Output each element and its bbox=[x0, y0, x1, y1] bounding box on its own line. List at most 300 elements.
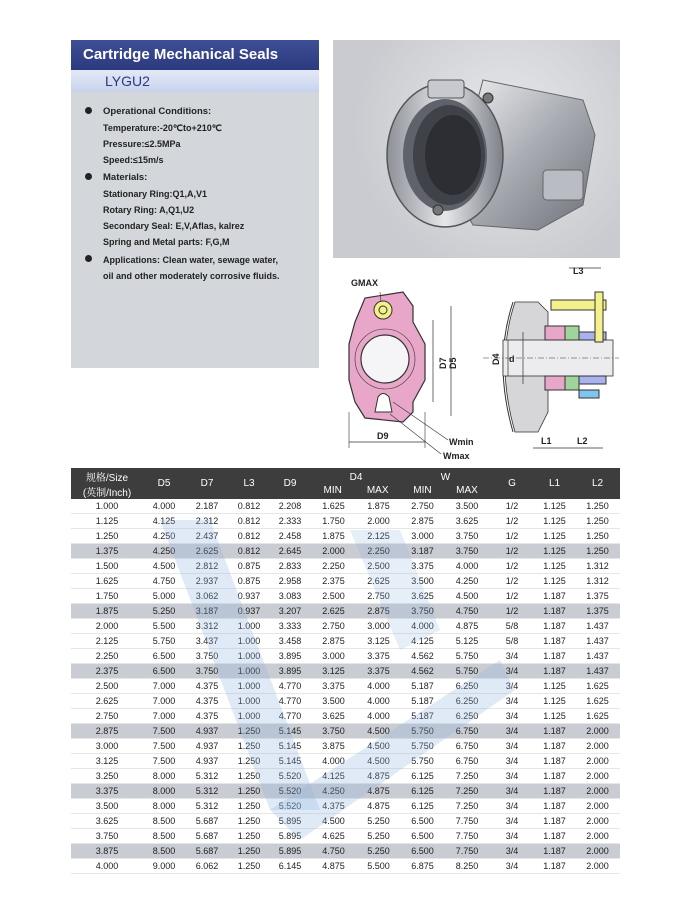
table-cell: 1.187 bbox=[534, 859, 575, 874]
table-cell: 2.125 bbox=[356, 529, 401, 544]
table-cell: 2.312 bbox=[185, 514, 229, 529]
table-cell: 2.437 bbox=[185, 529, 229, 544]
table-cell: 3.125 bbox=[311, 664, 356, 679]
table-cell: 4.375 bbox=[185, 694, 229, 709]
table-row bbox=[71, 724, 620, 739]
table-cell: 1.125 bbox=[534, 529, 575, 544]
table-cell: 1.187 bbox=[534, 739, 575, 754]
table-cell: 2.000 bbox=[575, 814, 620, 829]
table-cell: 1.125 bbox=[534, 709, 575, 724]
table-cell: 2.750 bbox=[401, 499, 444, 514]
table-cell: 4.750 bbox=[444, 604, 490, 619]
table-cell: 1.187 bbox=[534, 814, 575, 829]
table-cell: 1.000 bbox=[229, 664, 269, 679]
table-cell: 9.000 bbox=[143, 859, 185, 874]
table-cell: 4.000 bbox=[356, 679, 401, 694]
dimension-drawing bbox=[333, 262, 620, 468]
seal-section-view bbox=[483, 266, 619, 448]
table-cell: 2.250 bbox=[71, 649, 143, 664]
table-cell: 1.250 bbox=[229, 799, 269, 814]
table-cell: 4.125 bbox=[401, 634, 444, 649]
header-d4-max: MAX bbox=[366, 484, 389, 496]
table-cell: 1.875 bbox=[356, 499, 401, 514]
table-cell: 3/4 bbox=[490, 679, 534, 694]
table-cell: 1.187 bbox=[534, 634, 575, 649]
table-cell: 2.625 bbox=[71, 694, 143, 709]
header-w bbox=[401, 468, 490, 499]
table-cell: 2.000 bbox=[575, 769, 620, 784]
table-cell: 1.250 bbox=[229, 784, 269, 799]
table-cell: 1.625 bbox=[575, 679, 620, 694]
table-cell: 1.375 bbox=[575, 589, 620, 604]
table-cell: 1/2 bbox=[490, 544, 534, 559]
table-cell: 1.625 bbox=[71, 574, 143, 589]
table-cell: 1.187 bbox=[534, 589, 575, 604]
table-cell: 1.750 bbox=[71, 589, 143, 604]
bullet-icon bbox=[85, 173, 92, 180]
table-cell: 3.458 bbox=[269, 634, 311, 649]
table-cell: 4.562 bbox=[401, 664, 444, 679]
table-cell: 3.875 bbox=[311, 739, 356, 754]
table-cell: 5.187 bbox=[401, 694, 444, 709]
table-cell: 4.875 bbox=[356, 769, 401, 784]
table-cell: 4.500 bbox=[311, 814, 356, 829]
table-cell: 3.750 bbox=[311, 724, 356, 739]
table-cell: 2.000 bbox=[575, 724, 620, 739]
table-cell: 4.500 bbox=[356, 754, 401, 769]
table-cell: 0.937 bbox=[229, 589, 269, 604]
table-cell: 7.000 bbox=[143, 694, 185, 709]
table-cell: 5.750 bbox=[444, 664, 490, 679]
table-cell: 3.750 bbox=[71, 829, 143, 844]
operational-conditions-section bbox=[85, 104, 319, 168]
table-cell: 5.125 bbox=[444, 634, 490, 649]
table-row bbox=[71, 754, 620, 769]
table-cell: 2.625 bbox=[185, 544, 229, 559]
table-cell: 5.250 bbox=[143, 604, 185, 619]
table-cell: 1.250 bbox=[575, 544, 620, 559]
table-cell: 3.375 bbox=[401, 559, 444, 574]
table-cell: 2.000 bbox=[575, 829, 620, 844]
table-cell: 6.145 bbox=[269, 859, 311, 874]
table-cell: 0.812 bbox=[229, 544, 269, 559]
table-cell: 3.000 bbox=[356, 619, 401, 634]
table-cell: 5.312 bbox=[185, 784, 229, 799]
table-cell: 7.000 bbox=[143, 679, 185, 694]
table-row bbox=[71, 709, 620, 724]
table-cell: 4.625 bbox=[311, 829, 356, 844]
table-cell: 1.125 bbox=[534, 574, 575, 589]
table-cell: 3.375 bbox=[356, 649, 401, 664]
table-row bbox=[71, 769, 620, 784]
header-l3: L3 bbox=[229, 468, 269, 499]
table-cell: 4.000 bbox=[356, 694, 401, 709]
table-cell: 7.500 bbox=[143, 724, 185, 739]
table-row bbox=[71, 739, 620, 754]
table-cell: 7.250 bbox=[444, 769, 490, 784]
table-cell: 7.500 bbox=[143, 754, 185, 769]
table-cell: 3.500 bbox=[401, 574, 444, 589]
table-row bbox=[71, 514, 620, 529]
rotary-ring-spec: Rotary Ring: A,Q1,U2 bbox=[103, 205, 195, 215]
table-cell: 3.187 bbox=[185, 604, 229, 619]
spec-list bbox=[71, 92, 319, 284]
header-d7: D7 bbox=[185, 468, 229, 499]
table-cell: 7.250 bbox=[444, 799, 490, 814]
table-cell: 1.125 bbox=[71, 514, 143, 529]
table-cell: 3.083 bbox=[269, 589, 311, 604]
table-cell: 6.750 bbox=[444, 754, 490, 769]
stationary-ring-spec: Stationary Ring:Q1,A,V1 bbox=[103, 189, 208, 199]
table-cell: 6.750 bbox=[444, 739, 490, 754]
table-cell: 3.187 bbox=[401, 544, 444, 559]
table-cell: 4.500 bbox=[356, 724, 401, 739]
table-cell: 1.375 bbox=[575, 604, 620, 619]
pressure-spec: Pressure:≤2.5MPa bbox=[103, 139, 181, 149]
applications-line-2: oil and other moderately corrosive fluids. bbox=[103, 271, 280, 281]
table-cell: 4.562 bbox=[401, 649, 444, 664]
table-cell: 3.625 bbox=[311, 709, 356, 724]
table-cell: 6.250 bbox=[444, 709, 490, 724]
table-cell: 5.312 bbox=[185, 769, 229, 784]
table-cell: 4.375 bbox=[185, 709, 229, 724]
table-cell: 2.333 bbox=[269, 514, 311, 529]
table-cell: 1.125 bbox=[534, 514, 575, 529]
table-cell: 4.250 bbox=[143, 544, 185, 559]
table-cell: 4.770 bbox=[269, 694, 311, 709]
table-cell: 1.187 bbox=[534, 829, 575, 844]
table-row bbox=[71, 604, 620, 619]
table-cell: 1/2 bbox=[490, 559, 534, 574]
table-cell: 7.250 bbox=[444, 784, 490, 799]
table-cell: 4.000 bbox=[356, 709, 401, 724]
temperature-spec: Temperature:-20℃to+210℃ bbox=[103, 123, 222, 133]
operational-heading: Operational Conditions: bbox=[103, 106, 212, 117]
table-cell: 5/8 bbox=[490, 619, 534, 634]
table-cell: 3/4 bbox=[490, 799, 534, 814]
table-row bbox=[71, 634, 620, 649]
table-header-row bbox=[71, 468, 620, 499]
table-cell: 1.187 bbox=[534, 604, 575, 619]
table-cell: 1.125 bbox=[534, 694, 575, 709]
table-cell: 6.875 bbox=[401, 859, 444, 874]
table-cell: 1.125 bbox=[534, 499, 575, 514]
table-cell: 8.000 bbox=[143, 769, 185, 784]
table-cell: 1.250 bbox=[575, 514, 620, 529]
table-cell: 1.187 bbox=[534, 649, 575, 664]
table-cell: 2.375 bbox=[71, 664, 143, 679]
table-cell: 4.375 bbox=[311, 799, 356, 814]
table-cell: 2.750 bbox=[71, 709, 143, 724]
table-row bbox=[71, 589, 620, 604]
table-cell: 3.750 bbox=[185, 664, 229, 679]
table-cell: 3.000 bbox=[71, 739, 143, 754]
table-cell: 3.312 bbox=[185, 619, 229, 634]
table-cell: 4.500 bbox=[356, 739, 401, 754]
header-size-line2: (英制/Inch) bbox=[82, 487, 132, 499]
table-cell: 2.645 bbox=[269, 544, 311, 559]
header-size bbox=[71, 468, 143, 499]
table-cell: 1/2 bbox=[490, 589, 534, 604]
table-cell: 4.500 bbox=[444, 589, 490, 604]
table-cell: 0.812 bbox=[229, 499, 269, 514]
table-cell: 1.312 bbox=[575, 574, 620, 589]
table-cell: 2.000 bbox=[575, 754, 620, 769]
table-cell: 4.000 bbox=[444, 559, 490, 574]
table-cell: 1.187 bbox=[534, 784, 575, 799]
table-cell: 0.937 bbox=[229, 604, 269, 619]
table-cell: 6.125 bbox=[401, 784, 444, 799]
page-title: Cartridge Mechanical Seals bbox=[71, 40, 319, 70]
table-cell: 1.125 bbox=[534, 679, 575, 694]
table-cell: 1.875 bbox=[311, 529, 356, 544]
table-cell: 2.750 bbox=[356, 589, 401, 604]
table-cell: 2.875 bbox=[401, 514, 444, 529]
table-cell: 4.875 bbox=[356, 799, 401, 814]
header-l1: L1 bbox=[534, 468, 575, 499]
wmax-label: Wmax bbox=[443, 451, 470, 461]
speed-spec: Speed:≤15m/s bbox=[103, 155, 164, 165]
table-cell: 2.812 bbox=[185, 559, 229, 574]
table-cell: 1.187 bbox=[534, 664, 575, 679]
table-cell: 1.000 bbox=[229, 634, 269, 649]
header-size-line1: 规格/Size bbox=[85, 472, 129, 484]
table-cell: 1/2 bbox=[490, 499, 534, 514]
table-cell: 2.000 bbox=[575, 739, 620, 754]
table-cell: 1.250 bbox=[229, 859, 269, 874]
table-cell: 3.500 bbox=[71, 799, 143, 814]
table-cell: 1.000 bbox=[229, 694, 269, 709]
table-row bbox=[71, 844, 620, 859]
table-cell: 3/4 bbox=[490, 814, 534, 829]
header-w-label: W bbox=[440, 471, 451, 483]
table-cell: 4.875 bbox=[356, 784, 401, 799]
table-cell: 5.250 bbox=[356, 844, 401, 859]
table-cell: 3/4 bbox=[490, 769, 534, 784]
table-cell: 2.000 bbox=[575, 784, 620, 799]
table-cell: 6.125 bbox=[401, 799, 444, 814]
table-cell: 1.437 bbox=[575, 664, 620, 679]
wmin-label: Wmin bbox=[449, 437, 474, 447]
table-cell: 3.333 bbox=[269, 619, 311, 634]
table-cell: 5.687 bbox=[185, 814, 229, 829]
table-cell: 3.500 bbox=[444, 499, 490, 514]
table-cell: 4.125 bbox=[143, 514, 185, 529]
secondary-seal-spec: Secondary Seal: E,V,Aflas, kalrez bbox=[103, 221, 245, 231]
gmax-label: GMAX bbox=[351, 278, 378, 288]
header-d4 bbox=[311, 468, 401, 499]
table-cell: 4.875 bbox=[311, 859, 356, 874]
table-cell: 5.750 bbox=[444, 649, 490, 664]
dimension-table bbox=[71, 468, 620, 874]
table-cell: 3/4 bbox=[490, 694, 534, 709]
table-cell: 5.895 bbox=[269, 814, 311, 829]
table-cell: 4.000 bbox=[401, 619, 444, 634]
table-cell: 2.500 bbox=[356, 559, 401, 574]
table-cell: 5.687 bbox=[185, 829, 229, 844]
table-cell: 0.812 bbox=[229, 529, 269, 544]
table-cell: 2.958 bbox=[269, 574, 311, 589]
table-row bbox=[71, 529, 620, 544]
table-cell: 4.000 bbox=[143, 499, 185, 514]
table-cell: 2.875 bbox=[71, 724, 143, 739]
table-cell: 1.250 bbox=[229, 769, 269, 784]
table-cell: 1.250 bbox=[229, 739, 269, 754]
spring-metal-spec: Spring and Metal parts: F,G,M bbox=[103, 237, 230, 247]
table-cell: 5.187 bbox=[401, 679, 444, 694]
table-cell: 3.207 bbox=[269, 604, 311, 619]
table-cell: 3.500 bbox=[311, 694, 356, 709]
table-row bbox=[71, 649, 620, 664]
table-cell: 1/2 bbox=[490, 574, 534, 589]
table-cell: 1.250 bbox=[229, 724, 269, 739]
header-w-min: MIN bbox=[413, 484, 432, 496]
table-cell: 3.875 bbox=[71, 844, 143, 859]
d5-label: D5 bbox=[448, 357, 458, 369]
d7-label: D7 bbox=[438, 357, 448, 369]
table-cell: 3.000 bbox=[401, 529, 444, 544]
table-cell: 0.875 bbox=[229, 559, 269, 574]
table-cell: 3.000 bbox=[311, 649, 356, 664]
table-cell: 1.625 bbox=[575, 709, 620, 724]
table-cell: 5.145 bbox=[269, 739, 311, 754]
table-cell: 3/4 bbox=[490, 844, 534, 859]
table-row bbox=[71, 814, 620, 829]
l2-label: L2 bbox=[577, 436, 588, 446]
table-cell: 4.250 bbox=[143, 529, 185, 544]
table-cell: 4.250 bbox=[444, 574, 490, 589]
table-cell: 4.937 bbox=[185, 724, 229, 739]
table-cell: 5.687 bbox=[185, 844, 229, 859]
table-cell: 1.000 bbox=[229, 649, 269, 664]
table-cell: 4.937 bbox=[185, 739, 229, 754]
table-cell: 5/8 bbox=[490, 634, 534, 649]
applications-line-1: Applications: Clean water, sewage water, bbox=[103, 255, 279, 265]
header-d9: D9 bbox=[269, 468, 311, 499]
bullet-icon bbox=[85, 255, 92, 262]
table-cell: 6.500 bbox=[401, 814, 444, 829]
table-cell: 5.250 bbox=[356, 829, 401, 844]
table-cell: 1.250 bbox=[229, 814, 269, 829]
table-cell: 5.520 bbox=[269, 769, 311, 784]
table-cell: 3/4 bbox=[490, 649, 534, 664]
table-cell: 3.895 bbox=[269, 664, 311, 679]
table-cell: 1.500 bbox=[71, 559, 143, 574]
product-photo bbox=[333, 40, 620, 258]
table-cell: 2.458 bbox=[269, 529, 311, 544]
table-cell: 4.875 bbox=[444, 619, 490, 634]
table-cell: 2.625 bbox=[311, 604, 356, 619]
table-cell: 4.770 bbox=[269, 709, 311, 724]
cartridge-seal-illustration bbox=[333, 40, 620, 258]
table-cell: 5.750 bbox=[401, 754, 444, 769]
table-cell: 6.125 bbox=[401, 769, 444, 784]
table-cell: 2.000 bbox=[575, 844, 620, 859]
table-cell: 3/4 bbox=[490, 754, 534, 769]
table-cell: 2.750 bbox=[311, 619, 356, 634]
table-cell: 1.625 bbox=[575, 694, 620, 709]
table-row bbox=[71, 574, 620, 589]
table-cell: 1/2 bbox=[490, 604, 534, 619]
table-cell: 3.375 bbox=[356, 664, 401, 679]
table-cell: 4.125 bbox=[311, 769, 356, 784]
table-cell: 5.520 bbox=[269, 799, 311, 814]
bullet-icon bbox=[85, 107, 92, 114]
table-cell: 5.500 bbox=[143, 619, 185, 634]
table-cell: 1.187 bbox=[534, 724, 575, 739]
table-cell: 1.187 bbox=[534, 799, 575, 814]
table-cell: 5.312 bbox=[185, 799, 229, 814]
table-cell: 1.625 bbox=[311, 499, 356, 514]
table-row bbox=[71, 544, 620, 559]
table-cell: 2.000 bbox=[356, 514, 401, 529]
table-cell: 1.312 bbox=[575, 559, 620, 574]
table-cell: 3/4 bbox=[490, 829, 534, 844]
materials-heading: Materials: bbox=[103, 172, 148, 183]
table-cell: 5.750 bbox=[401, 739, 444, 754]
table-cell: 3.625 bbox=[444, 514, 490, 529]
table-cell: 6.062 bbox=[185, 859, 229, 874]
gland-front-view bbox=[349, 278, 474, 461]
table-row bbox=[71, 679, 620, 694]
table-cell: 7.000 bbox=[143, 709, 185, 724]
table-cell: 2.125 bbox=[71, 634, 143, 649]
table-cell: 4.000 bbox=[71, 859, 143, 874]
table-cell: 4.750 bbox=[143, 574, 185, 589]
table-cell: 0.875 bbox=[229, 574, 269, 589]
table-cell: 3.750 bbox=[185, 649, 229, 664]
table-cell: 7.750 bbox=[444, 814, 490, 829]
table-cell: 7.500 bbox=[143, 739, 185, 754]
table-cell: 8.000 bbox=[143, 799, 185, 814]
table-cell: 3/4 bbox=[490, 724, 534, 739]
table-row bbox=[71, 694, 620, 709]
table-row bbox=[71, 829, 620, 844]
table-cell: 1.187 bbox=[534, 844, 575, 859]
table-cell: 2.250 bbox=[311, 559, 356, 574]
table-cell: 6.750 bbox=[444, 724, 490, 739]
d-label: d bbox=[509, 354, 515, 364]
table-cell: 3/4 bbox=[490, 859, 534, 874]
table-cell: 6.500 bbox=[401, 844, 444, 859]
table-cell: 4.750 bbox=[311, 844, 356, 859]
table-cell: 3.375 bbox=[311, 679, 356, 694]
d4-label: D4 bbox=[491, 353, 501, 365]
table-cell: 5.750 bbox=[401, 724, 444, 739]
table-cell: 1.250 bbox=[71, 529, 143, 544]
table-cell: 5.895 bbox=[269, 844, 311, 859]
table-cell: 3/4 bbox=[490, 709, 534, 724]
table-cell: 6.250 bbox=[444, 694, 490, 709]
table-cell: 5.500 bbox=[356, 859, 401, 874]
table-cell: 2.833 bbox=[269, 559, 311, 574]
table-row bbox=[71, 559, 620, 574]
table-cell: 8.000 bbox=[143, 784, 185, 799]
table-cell: 3/4 bbox=[490, 739, 534, 754]
table-cell: 6.500 bbox=[143, 664, 185, 679]
header-w-max: MAX bbox=[456, 484, 478, 496]
table-cell: 7.750 bbox=[444, 829, 490, 844]
table-cell: 1.250 bbox=[229, 844, 269, 859]
table-cell: 4.375 bbox=[185, 679, 229, 694]
table-cell: 1.437 bbox=[575, 634, 620, 649]
table-cell: 1.125 bbox=[534, 544, 575, 559]
table-cell: 3.125 bbox=[356, 634, 401, 649]
table-cell: 1.125 bbox=[534, 559, 575, 574]
table-cell: 3/4 bbox=[490, 784, 534, 799]
table-cell: 1.187 bbox=[534, 754, 575, 769]
table-cell: 1.000 bbox=[229, 679, 269, 694]
